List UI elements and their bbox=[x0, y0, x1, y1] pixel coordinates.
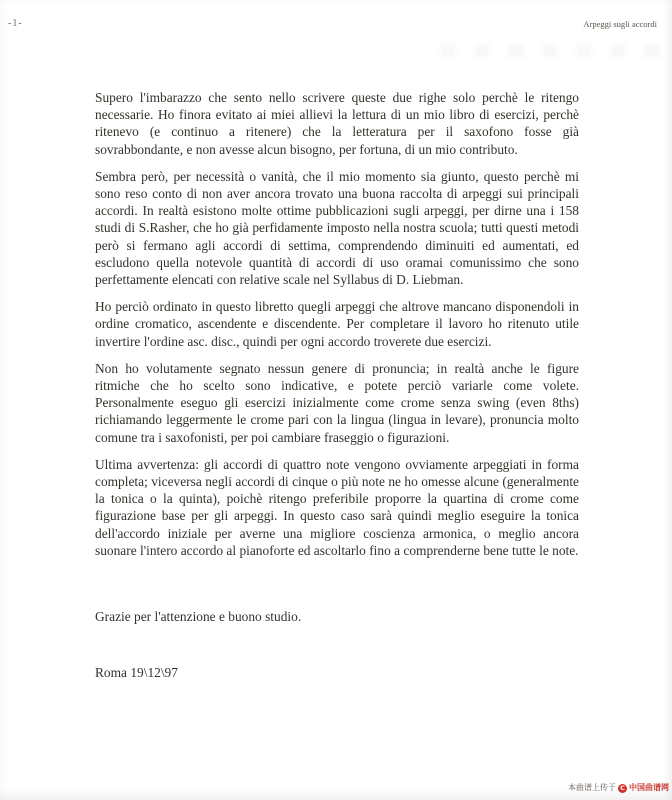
scan-artifact bbox=[440, 44, 662, 58]
document-body bbox=[95, 89, 579, 691]
page-number: -1- bbox=[8, 18, 23, 29]
paragraph-4: Non ho volutamente segnato nessun genere di pronuncia; in realtà anche le figure ritmiche che ho scelto sono indicative, e potete perciò variarle come volete. Personalmente eseguo gli esercizi inizialmente come crome senza swing (even 8ths) richiamando leggermente le crome pari con la lingua (lingua in levare), pronuncia molto comune tra i saxofonisti, per poi cambiare fraseggio o figurazioni. bbox=[95, 360, 579, 445]
paragraph-1: Supero l'imbarazzo che sento nello scrivere queste due righe solo perchè le ritengo necessarie. Ho finora evitato ai miei allievi la lettura di un mio libro di esercizi, perchè ritenevo (e continuo a ritenere) che la letteratura per il saxofono fosse già sovrabbondante, e non avesse alcun bisogno, per fortuna, di un mio contributo. bbox=[95, 90, 579, 157]
paragraph-3: Ho perciò ordinato in questo libretto quegli arpeggi che altrove mancano disponendoli in ordine cromatico, ascendente e discendente. Per completare il lavoro ho ritenuto utile invertire l'ordine asc. disc., quindi per ogni accordo troverete due esercizi. bbox=[95, 299, 579, 349]
watermark-site-name: 中国曲谱网 bbox=[629, 783, 669, 792]
signature-line: Roma 19\12\97 bbox=[95, 665, 178, 681]
paragraph-2: Sembra però, per necessità o vanità, che il mio momento sia giunto, questo perchè mi sono reso conto di non aver ancora trovato una buona raccolta di arpeggi sui principali accordi. In realtà esistono molte ottime pubblicazioni sugli arpeggi, per dirne una i 158 studi di S.Rasher, che ho già perfidamente imposto nella nostra scuola; tutti questi metodi però si fermano agli accordi di settima, comprendendo diminuiti ed aumentati, ed escludono quella notevole quantità di accordi di uso oramai comunissimo che sono perfettamente elencati con relative scale nel Syllabus di D. Liebman. bbox=[95, 168, 579, 288]
site-logo-icon: C bbox=[618, 784, 627, 793]
closing-line: Grazie per l'attenzione e buono studio. bbox=[95, 609, 302, 625]
paragraph-5: Ultima avvertenza: gli accordi di quattro note vengono ovviamente arpeggiati in forma completa; viceversa negli accordi di cinque o più note ne ho omesse alcune (generalmente la tonica o la quinta), poichè ritengo preferibile proporre la quartina di crome come figurazione base per gli arpeggi. In questo caso sarà quindi meglio eseguire la tonica dell'accordo iniziale per averne una migliore coscienza armonica, o meglio ancora suonare l'intero accordo al pianoforte ed ascoltarlo fino a comprenderne bene tutte le note. bbox=[95, 456, 579, 558]
running-header: Arpeggi sugli accordi bbox=[583, 19, 657, 29]
site-watermark bbox=[568, 783, 669, 793]
watermark-prefix-text: 本曲谱上传于 bbox=[568, 783, 616, 792]
